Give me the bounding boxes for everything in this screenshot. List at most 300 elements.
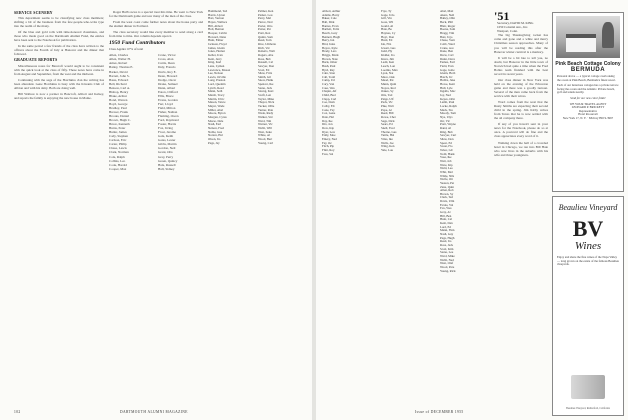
- left-column-1: [14, 10, 104, 408]
- paragraph: If any of you haven't sent in your news for the Notebook, please do so at once. A postcard will do fine and the class appreciates every word of it.: [494, 122, 548, 139]
- contributor-name: Clark, Ted: [440, 195, 453, 200]
- contributor-name: Daly, Francis: [158, 65, 176, 70]
- contributor-name: Coe, Dom: [322, 100, 335, 105]
- contributor-name: Colby, Eli: [322, 104, 335, 109]
- contributor-name: Cooper, Max: [109, 166, 127, 171]
- contributor-name: Emery, Ned: [322, 136, 337, 141]
- contributor-name: Chapin, Alf: [322, 89, 337, 94]
- contributor-name: Fitch, Pip: [322, 144, 335, 149]
- contributor-name: Reed, Bill: [381, 111, 394, 116]
- contributor-name: Gage, Udo: [381, 12, 395, 17]
- contributor-name: Gould, Al: [381, 23, 394, 28]
- contributor-name: Keyes, Orin: [440, 96, 455, 101]
- contributor-name: Howe, Kent: [440, 82, 455, 87]
- paragraph: Our class dinner in New York was held on the evening of the Princeton game and there was a goodly turnout. Several of the men came back from the service with their wives.: [494, 77, 548, 99]
- contributor-name: Lord, Quentin: [208, 82, 226, 87]
- contributor-name: Beach, Gary: [322, 30, 338, 35]
- contributor-name: Dane, Ben: [440, 49, 454, 54]
- contributor-name: Yale, Lou: [381, 147, 394, 152]
- contributor-name: Leach, Lon: [381, 63, 396, 68]
- contributor-name: Morgan, Cyrus: [208, 115, 227, 120]
- contributor-name: Norton, Hal: [208, 133, 223, 138]
- contributor-name: Russell, Cal: [258, 60, 273, 65]
- class-notes-column: [494, 10, 548, 408]
- contributor-name: Walker, Sid: [258, 115, 273, 120]
- contributor-name: Sage, Dick: [381, 118, 395, 123]
- contributor-name: Berry, Ian: [322, 38, 335, 43]
- contributor-name: Adams, Barry: [322, 12, 340, 17]
- contributor-name: Smith, Gil: [258, 74, 271, 79]
- contributor-name: Hobbs, Jake: [440, 78, 456, 83]
- contributor-name: Tabor, Gil: [440, 147, 453, 152]
- contributor-name: Lord, Ed: [440, 224, 451, 229]
- contributor-name: Parker, Lou: [258, 12, 273, 17]
- contributor-name: Webb, Ned: [440, 257, 454, 262]
- contributor-name: Pratt, Wayne: [440, 122, 456, 127]
- contributor-name: Snow, Hank: [258, 78, 274, 83]
- contributor-name: Field, Fran: [440, 63, 454, 68]
- tree-shape: [602, 22, 614, 48]
- left-footer-title: DARTMOUTH ALUMNI MAGAZINE: [120, 410, 188, 414]
- contributor-name: Gill, Vin: [381, 16, 392, 21]
- contributor-name: Loomis, Max: [381, 67, 398, 72]
- contributor-name: Hart, Vernon: [208, 16, 224, 21]
- contributor-name: Noyes, Rod: [381, 85, 396, 90]
- contributor-name: Lyon, Nat: [381, 71, 394, 76]
- contributor-name: Snell, Fred: [381, 126, 395, 130]
- contributor-name: Camp, Uri: [322, 78, 336, 83]
- contributor-name: Gates, Lester: [158, 138, 176, 143]
- paragraph: Continuing with the saga of the Hotchkiss clan the writing has been abundant. Gene Hotchkiss is busy with the Kiwanis Club of Albion and with his dairy. Both are doing well.: [14, 77, 104, 90]
- contributor-name: Porter, Otto: [258, 23, 273, 28]
- contributor-name: Swan, Flo: [440, 144, 453, 149]
- paragraph: Roger Bull's news is a special treat this time. He went to New York for the Dartmouth game and saw many of the men of the class.: [109, 10, 203, 19]
- left-column-2: [109, 10, 203, 408]
- contributor-name: Rice, Umberto: [258, 41, 277, 46]
- contributor-name: Glenn, Herb: [440, 71, 456, 76]
- names-list-b: [158, 53, 203, 170]
- contributor-name: Bruce, Kenneth: [109, 122, 130, 127]
- contributor-name: Hull, Lyle: [440, 85, 453, 90]
- contributor-name: Foss, Sal: [322, 151, 334, 156]
- ad-bermuda-contact-2: Representative: [579, 108, 597, 113]
- contributor-name: West, Zeke: [258, 129, 272, 134]
- contributor-name: Taylor, Mike: [258, 96, 274, 101]
- contributor-name: Marsh, Tracy: [208, 93, 225, 98]
- contributor-name: Mead, Pat: [381, 78, 394, 83]
- contributor-name: Bartlett, Felix: [322, 27, 340, 32]
- page-gutter: [312, 0, 316, 420]
- contributor-name: Eames, Earl: [440, 60, 455, 65]
- contributor-name: Field, Milton: [158, 105, 176, 110]
- contributor-name: Chase, Lewis: [109, 146, 127, 151]
- contributor-name: Todd, Hank: [440, 151, 455, 156]
- contributor-name: Stone, Lee: [440, 250, 454, 255]
- contributor-name: Brown, Sy: [440, 191, 454, 196]
- contributor-name: Ball, Dirk: [322, 19, 335, 24]
- contributor-name: Fleming, Owen: [158, 114, 179, 119]
- contributor-name: Ellis, Bruce: [158, 93, 174, 98]
- contributor-name: Eddy, Moe: [322, 133, 336, 138]
- contributor-name: Cobb, Ward: [440, 41, 455, 46]
- contributor-name: Ward, Tim: [258, 118, 272, 123]
- cottage-shape: [566, 34, 596, 52]
- fund-subtitle: Class Agents: 67% of total: [109, 47, 143, 52]
- class-header: [494, 10, 548, 33]
- contributor-name: Fox, Wes: [440, 206, 452, 211]
- contributor-name: Wing, Ken: [381, 144, 395, 149]
- contributor-name: Ring, Bob: [440, 129, 453, 134]
- contributor-name: Hill, Ben: [440, 213, 452, 218]
- contributor-name: Clapp, Carl: [322, 96, 337, 101]
- contributor-name: Brady, Lars: [322, 49, 337, 54]
- contributor-name: Lewis, Orville: [208, 74, 226, 79]
- contributor-name: Crane, Victor: [158, 53, 176, 58]
- ad-wines-body: Enjoy and share the fine wines of the Napa Valley — long grown on the estate of the famous Beaulieu vineyards.: [557, 255, 619, 267]
- contributor-name: Jones, Homer: [208, 49, 226, 54]
- contributor-name: Gray, Al: [440, 210, 451, 215]
- contributor-name: Zane, Quin: [440, 184, 454, 189]
- contributor-name: Evans, Gordon: [158, 97, 178, 102]
- contributor-name: Brooks, Daniel: [109, 114, 129, 119]
- contributor-name: Hooper, Calvin: [208, 30, 227, 35]
- contributor-name: Miller, Abel: [208, 107, 223, 112]
- contributor-name: Barker, David: [109, 69, 128, 74]
- contributor-name: Beck, Phil: [440, 19, 453, 24]
- contributor-name: Cady, Stephen: [109, 134, 129, 139]
- contributor-name: Grant, Otis: [158, 150, 173, 155]
- contributor-name: Barnes, Evan: [322, 23, 339, 28]
- left-page-number: 102: [14, 410, 21, 414]
- contributor-name: Roberts, Walt: [258, 49, 275, 54]
- contributor-name: Bragg, Tim: [440, 30, 455, 35]
- contributor-name: Ross, Jack: [440, 243, 454, 247]
- contributor-name: Green, Quincy: [158, 158, 178, 163]
- contributor-name: Ross, Bob: [258, 56, 271, 61]
- contributor-name: Hoyt, Don: [381, 34, 395, 39]
- contributor-name: Cole, Ralph: [109, 154, 125, 159]
- contributor-name: Abbott, Arthur: [322, 10, 341, 13]
- contributor-name: Child, Bud: [322, 93, 336, 98]
- contributor-name: Ward, Mike: [440, 253, 455, 258]
- paragraph: From the west coast come further notes about the house party and the alumni dinner in Portland.: [109, 20, 203, 29]
- contributor-name: Pike, Walt: [381, 104, 394, 109]
- contributor-name: Bates, Edward: [109, 77, 129, 82]
- contributor-name: Hunt, Elmer: [208, 38, 224, 43]
- paragraph: The big Thanksgiving rocket has come and gone and a white and merry Christmas season approaches. Many of you will be reading this after the Hanover winter carnival is a memory.: [494, 33, 548, 54]
- contributor-name: Read, Tom: [258, 38, 272, 43]
- contributor-name: Fisher, Nathan: [158, 109, 178, 114]
- contributor-name: Webb, Will: [258, 126, 273, 130]
- contributor-name: Gale, Keith: [158, 134, 174, 139]
- contributor-name: Wolfe, Ott: [440, 177, 453, 182]
- contributor-name: Cook, Harold: [109, 162, 127, 167]
- contributor-name: Wilde, Nils: [440, 173, 455, 178]
- paragraph: The class secretary would like every member to send along a card from time to time. Our column depends upon it.: [109, 30, 203, 39]
- contributor-name: Davis, Roy E.: [158, 69, 177, 74]
- contributor-name: Spear, Ed: [440, 140, 452, 145]
- contributor-name: Hale, Russell: [158, 162, 176, 167]
- contributor-name: Dodge, Oscar: [158, 77, 177, 82]
- contributor-name: Hunt, Cal: [440, 217, 453, 222]
- contributor-name: Weld, Leo: [440, 166, 453, 171]
- contributor-name: Morse, Dale: [208, 118, 224, 123]
- contributor-name: Frost, Jerome: [158, 130, 176, 135]
- contributor-name: Dyer, Lew: [322, 129, 336, 134]
- fund-names-grid: [109, 53, 203, 170]
- contributor-name: Peck, Vic: [381, 100, 393, 105]
- contributor-name: Viles, Ike: [381, 136, 393, 141]
- contributor-name: Mack, Stu: [440, 107, 453, 112]
- contributor-name: Lawrence, Mason: [208, 67, 231, 72]
- contributor-name: Drew, Carl: [440, 52, 454, 57]
- paragraph: It will be a bit late to tell you, no doubt, but Hanover in the little town of Norwich had quite a time when the Fred Bolles team finished with the best record in recent years.: [494, 55, 548, 76]
- ad-bermuda-note: Send for our new color folder: [570, 95, 606, 100]
- ad-bermuda-contact-3: Hotel Roosevelt: [578, 112, 598, 117]
- class-secretary: Secretary, DAVID M. KING 1050 Colonial Ave., Inc. Westport, Conn.: [497, 21, 534, 33]
- contributor-name: Hill, Abbott: [208, 23, 223, 28]
- contributor-name: Lane, Lyman: [208, 63, 225, 68]
- contributor-name: Joy, Ned: [440, 93, 451, 98]
- contributor-name: Stone, Jack: [258, 85, 273, 90]
- contributor-name: Curtis, Dean: [158, 61, 175, 66]
- contributor-name: Buck, Omar: [322, 60, 338, 65]
- contributor-name: Day, Ike: [322, 118, 333, 123]
- contributor-name: Cox, Gene: [322, 111, 336, 116]
- contributor-name: Bishop, Henry: [109, 89, 129, 94]
- contributor-name: Ladd, Ken: [381, 60, 395, 65]
- contributor-name: Wood, Pete: [440, 264, 455, 269]
- contributor-name: Mann, Finn: [440, 228, 455, 233]
- contributor-name: Ware, Kip: [440, 162, 453, 167]
- contributor-name: Jackson, Floyd: [208, 41, 227, 46]
- contributor-name: Dale, Hal: [322, 115, 334, 120]
- contributor-name: Meyer, Wade: [208, 104, 225, 109]
- ad-wines-monogram: BV: [572, 216, 604, 241]
- contributor-name: Gibbs, Martin: [158, 142, 177, 147]
- contributor-name: Boone, Sam: [440, 27, 456, 32]
- contributor-name: Dix, Jon: [322, 122, 333, 127]
- contributor-name: Wells, Joe: [381, 140, 394, 145]
- contributor-name: Wait, Jeb: [440, 158, 452, 163]
- contributor-name: Knox, Jim: [381, 56, 394, 61]
- contributor-name: Perry, Mel: [258, 16, 272, 21]
- contributor-name: Mace, Oak: [381, 74, 395, 79]
- contributor-name: Shaw, Don: [440, 136, 454, 141]
- class-number: '51: [494, 10, 510, 23]
- contributor-name: Byrd, Ray: [322, 67, 335, 72]
- contributor-name: Baker, Cole: [322, 16, 337, 21]
- contributor-name: Cone, Fay: [322, 107, 335, 112]
- contributor-name: Page, Jay: [208, 140, 220, 145]
- contributor-name: Mann, Seth: [208, 89, 223, 94]
- contributor-name: Cain, Stan: [322, 71, 335, 76]
- paragraph: Word comes from the west that the Rusty Smiths are expecting their second child in the spring. Jim Kirby writes from Texas that he is now settled with the oil company there.: [494, 100, 548, 121]
- contributor-name: Howard, Dana: [208, 34, 227, 39]
- contributor-name: Dunn, Dave: [440, 56, 455, 61]
- contributor-name: Hall, Sidney: [158, 166, 175, 171]
- contributor-name: Thorne, Gus: [381, 129, 397, 134]
- contributor-name: Bailey, Thomas E.: [109, 65, 134, 70]
- contributor-name: Foster, Harris: [158, 122, 176, 127]
- contributor-name: Lee, Nelson: [208, 71, 223, 76]
- names-list-c: [208, 10, 304, 408]
- contributor-name: Hammond, Ted: [208, 10, 228, 13]
- contributor-name: Ames, Robert: [109, 61, 128, 66]
- right-footer-issue: Issue of DECEMBER 1955: [415, 410, 464, 414]
- contributor-name: Butler, James: [109, 130, 127, 135]
- contributor-name: James, Glenn: [208, 45, 225, 50]
- contributor-name: Warner, Vic: [258, 122, 273, 127]
- contributor-name: Rogers, Abe: [258, 52, 274, 57]
- ad-bermuda-contact-4: New York 17, N. Y. · MUrray Hill 9-3967: [562, 115, 614, 120]
- contributor-name: Paige, Ulf: [381, 96, 394, 101]
- paragraph: Bill Wallace is now a partner in Bancroft, Abbott and Kelsey, and reports the family is enjoying the new house in Maine.: [14, 91, 104, 100]
- contributor-name: Eaton, Clifford: [158, 89, 178, 94]
- contributor-name: Sawyer, Curt: [440, 133, 457, 138]
- contributor-name: Whit, Mel: [440, 169, 453, 174]
- contributor-name: Quinn, Sam: [258, 34, 273, 39]
- cottage-photo: [556, 16, 620, 58]
- contributor-name: Barrett, John S.: [109, 73, 130, 78]
- contributor-name: Oakes, Sy: [381, 89, 394, 94]
- contributor-name: Collins, Leo: [109, 158, 126, 163]
- ad-wines-word: Wines: [574, 240, 602, 252]
- contributor-name: Olson, Ira: [208, 136, 221, 141]
- paragraph: Miscellaneous notes for Bancroft would ought to be consistent with the quick look at the class of fifty. These notes have come in from August and September, from the west and the midwest.: [14, 63, 104, 76]
- contributor-name: Munn, Quin: [381, 82, 397, 87]
- contributor-name: Bird, Jules: [322, 41, 336, 46]
- contributor-name: Ingalls, Mac: [440, 89, 456, 94]
- contributor-name: Boyd, George: [109, 101, 128, 106]
- contributor-name: Carlson, Eric: [109, 138, 127, 143]
- contributor-name: Chase, Vern: [440, 38, 455, 43]
- contributor-name: Hale, Bo: [381, 27, 392, 32]
- contributor-name: Frye, Ty: [381, 10, 392, 13]
- contributor-name: Mason, Vance: [208, 100, 226, 105]
- contributor-name: Orr, Vic: [440, 118, 450, 123]
- contributor-name: Burns, Peter: [109, 126, 126, 131]
- contributor-name: Burr, Ugo: [440, 34, 453, 39]
- contributor-name: Dunn, Albert: [158, 85, 176, 90]
- contributor-name: Noble, Gus: [208, 129, 223, 134]
- contributor-name: Fay, Oz: [322, 140, 332, 145]
- paragraph: Of the blue and gold rolls with time-honored classmates, and those who made good on the Dartmouth Alumni Fund, the entries have been sent to the Notebook for publication.: [14, 30, 104, 43]
- contributor-name: Moore, Byron: [208, 111, 226, 116]
- contributor-name: Case, Wes: [322, 85, 335, 90]
- contributor-name: Pratt, Rex: [258, 30, 271, 35]
- contributor-name: Nash, Guy: [440, 232, 454, 237]
- contributor-name: Nelson, Fred: [208, 126, 224, 130]
- contributor-name: Judd, Hy: [381, 49, 393, 54]
- contributor-name: Brown, Nate: [322, 56, 338, 61]
- contributor-name: Young, Rick: [440, 268, 456, 273]
- contributor-name: Otis, Tad: [381, 93, 393, 98]
- contributor-name: Clark, Norman: [109, 150, 129, 155]
- contributor-name: Flint, Roy: [322, 147, 335, 152]
- contributor-name: Haynes, Cy: [381, 30, 396, 35]
- contributor-name: Bond, Warren: [109, 97, 128, 102]
- contributor-name: Boyce, Kyle: [322, 45, 338, 50]
- contributor-name: Goss, Wil: [381, 19, 394, 24]
- contributor-name: Abel, Matt: [440, 10, 454, 13]
- contributor-name: Lamb, Paul: [440, 100, 455, 105]
- contributor-name: Bush, Paul: [322, 63, 336, 68]
- contributor-name: Bailey, Olin: [440, 16, 455, 21]
- contributor-name: Sawyer, Don: [258, 63, 275, 68]
- contributor-name: Wade, Rudy: [258, 111, 274, 116]
- contributor-name: Rowe, Chet: [381, 115, 396, 120]
- contributor-name: Palmer, Ken: [258, 10, 274, 13]
- names-list-d: [322, 10, 436, 408]
- contributor-name: Locke, Ralph: [440, 104, 457, 109]
- paragraph: Walking down the hall of a crowded hotel in Chicago, we ran into Bill Hale who now lives in the suburbs with his wife and three youngsters.: [494, 140, 548, 157]
- contributor-name: King, Karl: [208, 60, 222, 65]
- contributor-name: Vose, Ike: [440, 155, 452, 160]
- contributor-name: Blair, Roger: [440, 23, 456, 28]
- contributor-name: Scott, Kim: [440, 246, 454, 251]
- contributor-name: Sears, Ed: [381, 122, 393, 127]
- contributor-name: Tuttle, Hal: [381, 133, 395, 138]
- contributor-name: Blake, Arthur: [109, 93, 127, 98]
- contributor-name: Scott, Ed: [258, 67, 270, 72]
- ad-bermuda-title: Pink Beach Cottage Colony: [555, 61, 621, 67]
- contributor-name: Swift, Len: [258, 93, 272, 98]
- contributor-name: Gray, Perry: [158, 154, 174, 159]
- contributor-name: Moody, Tom: [440, 111, 456, 116]
- contributor-name: White, Al: [258, 133, 271, 138]
- contributor-name: Wood, Bert: [258, 136, 273, 141]
- ad-wines-caption: Beaulieu Vineyard, Rutherford, California: [566, 407, 610, 410]
- contributor-name: Ide, Fitz: [381, 41, 392, 46]
- contributor-name: Rand, Al: [440, 126, 451, 130]
- contributor-name: Drake, Samuel: [158, 81, 178, 86]
- contributor-name: Nash, Earl: [208, 122, 222, 127]
- contributor-name: Pope, Al: [381, 107, 392, 112]
- section-heading-scenery: SERVICE SCENERY: [14, 11, 53, 15]
- names-list-e: [440, 10, 490, 408]
- paragraph: This department seems to be classifying new class members; shifting a bit of the business from the few-people-who-write type into the realm of the many.: [14, 16, 104, 29]
- paragraphs-column-2: [109, 10, 203, 38]
- contributor-name: Kent, Dan: [440, 221, 453, 226]
- contributor-name: Dean, Howard: [158, 73, 178, 78]
- contributor-name: Jewett, Gus: [381, 45, 396, 50]
- contributor-name: Benson, Carl A.: [109, 85, 131, 90]
- ad-bermuda-body: [553, 73, 623, 123]
- contributor-name: Pierce, Ned: [258, 19, 273, 24]
- fund-title: 1950 Fund Contributors: [109, 40, 166, 47]
- contributor-name: Yeaton, Pat: [440, 180, 455, 185]
- contributor-name: Spencer, Ike: [258, 82, 274, 87]
- contributor-name: Tucker, Ollie: [258, 104, 275, 109]
- contributor-name: Thayer, Nick: [258, 100, 275, 105]
- contributor-name: Holt, Benton: [208, 27, 224, 32]
- contributor-name: Gordon, Neil: [158, 146, 176, 151]
- contributor-name: Lynch, Reed: [208, 85, 224, 90]
- contributor-name: Fox, Irving: [158, 126, 173, 131]
- contributor-name: Long, Preston: [208, 78, 226, 83]
- ad-bermuda-contact-0: WE YOUR TRAVEL AGENT: [569, 101, 607, 106]
- contributor-name: Turner, Pete: [258, 107, 274, 112]
- paragraphs-scenery: [14, 16, 104, 56]
- bermuda-advertisement: [552, 12, 624, 192]
- contributor-name: Rich, Val: [258, 45, 270, 50]
- paragraphs-graduates: [14, 64, 104, 100]
- names-list-a: [109, 53, 154, 170]
- contributor-name: Cary, Van: [322, 82, 335, 87]
- contributor-name: West, Olaf: [440, 261, 454, 266]
- ad-bermuda-place: BERMUDA: [570, 67, 606, 73]
